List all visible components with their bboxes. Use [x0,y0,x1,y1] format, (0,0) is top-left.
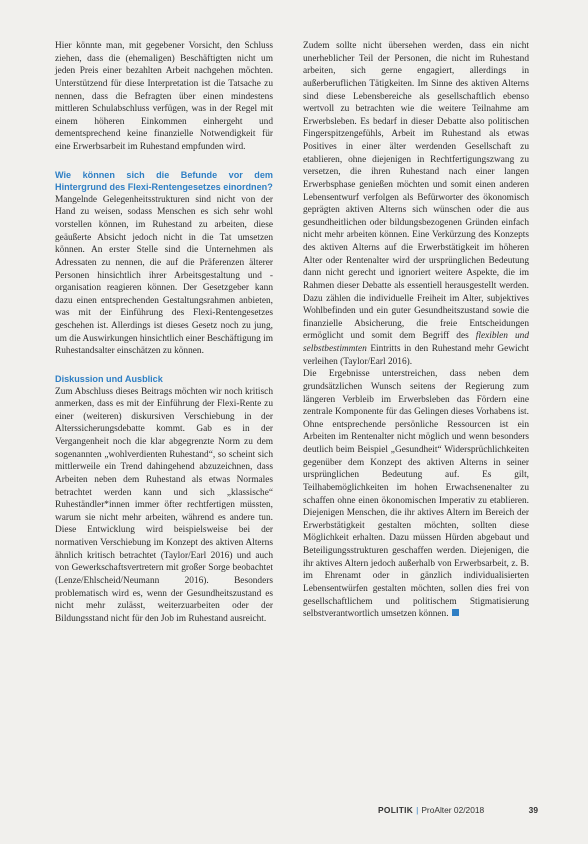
section-heading-diskussion: Diskussion und Ausblick [55,373,163,384]
paragraph-zudem [303,40,529,368]
right-column [303,40,529,621]
paragraph-intro: Hier könnte man, mit gegebener Vorsicht, den Schluss ziehen, dass die (ehemaligen) Beschäftigten nicht um jeden Preis einer bezahlten Arbeit nachgehen möchten. Unterstützend für diese Interpretation ist die Tatsache zu nennen, dass die Befragten über einen mindestens mittleren Schulabschluss verfügen, was in der Regel mit einem höheren Einkommen einhergeht und dementsprechend keine finanzielle Notwendigkeit für eine Erwerbsarbeit im Ruhestand empfunden wird. [55,41,273,152]
paragraph-ergebnisse [303,368,529,621]
paragraph-abschluss: Zum Abschluss dieses Beitrags möchten wir noch kritisch anmerken, dass es mit der Einführung der Flexi-Rente zu einer (weiteren) diskursiven Verschiebung in der Alterssicherungsdebatte kommt. Gab es in der Vergangenheit noch die klar abgegrenzte Norm zu dem sogenannten „wohlverdienten Ruhestand“, so scheint sich mittlerweile ein Trend dahingehend abzuzeichnen, dass Arbeiten neben dem Ruhestand als etwas Normales betrachtet werden kann und sich „klassische“ Ruheständler*innen immer öfter rechtfertigen müssten, warum sie nicht mehr arbeiten, während es andere tun. Diese Entwicklung wird beispielsweise bei der normativen Verschiebung im Konzept des aktiven Alterns ähnlich kritisch betrachtet (Taylor/Earl 2016) und auch von Gewerkschaftsvertretern mit großer Sorge beobachtet (Lenze/Ehlscheid/Neumann 2016). Besonders problematisch wird es, wenn der Gesundheitszustand es nicht mehr zulässt, weiterzuarbeiten oder der Bildungsstand nicht für den Job im Ruhestand ausreicht. [55,386,273,624]
footer-journal: ProAlter 02/2018 [421,805,485,815]
footer-separator: | [416,805,419,815]
emphasis-flexiblen: flexiblen und selbstbestimmten [303,331,529,354]
footer-section: POLITIK [378,805,414,815]
left-column [55,40,273,625]
paragraph-gelegenheitsstrukturen: Mangelnde Gelegenheitsstrukturen sind nicht von der Hand zu weisen, sodass Menschen es sich sehr wohl vorstellen können, im Ruhestand zu arbeiten, diese geäußerte Absicht jedoch nicht in die Tat umsetzen können. An erster Stelle sind die Unternehmen als Adressaten zu nennen, die auf die Präferenzen älterer Personen hinsichtlich ihrer Arbeitsgestaltung und -organisation reagieren können. Der Gesetzgeber kann dazu einen entsprechenden Gestaltungsrahmen anbieten, was mit der Einführung des Flexi-Rentengesetzes geschehen ist. Allerdings ist dieses Gesetz noch zu jung, um die Auswirkungen hinsichtlich einer Beschäftigung im Ruhestandsalter einschätzen zu können. [55,194,273,357]
paragraph-ergebnisse-text: Die Ergebnisse unterstreichen, dass neben dem grundsätzlichen Wunsch seitens der Regierung zum längeren Verbleib im Erwerbsleben das Fördern eine zentrale Komponente für das Gelingen dieses Vorhabens ist. Ohne entsprechende persönliche Ressourcen ist ein Arbeiten im Rentenalter nicht möglich und wenn besonders deutlich beim Beispiel „Gesundheit“ Widersprüchlichkeiten gegenüber dem Konzept des aktiven Alterns in seiner ursprünglichen Bedeutung auf. Es gilt, Teilhabemöglichkeiten im hohen Erwachsenenalter zu schaffen ohne einen ökonomischen Imperativ zu etablieren. Diejenigen Menschen, die ihr aktives Altern im Bereich der Erwerbstätigkeit gestalten möchten, sollten diese Möglichkeit erhalten. Dazu müssen Hürden abgebaut und Beteiligungsstrukturen geschaffen werden. Diejenigen, die ihr aktives Altern jedoch außerhalb von Erwerbsarbeit, z. B. im Ehrenamt oder in gänzlich individualisierten Lebensentwürfen gestalten möchten, sollen dies frei von gesellschaftlichem und politischem Stigmatisierung selbstverantwortlich umsetzen können. [303,369,529,620]
paragraph-zudem-text: Zudem sollte nicht übersehen werden, dass ein nicht unerheblicher Teil der Personen, die nicht im Ruhestand arbeiten, sich gerne engagiert, allerdings in außerberuflichen Tätigkeiten. Im Sinne des aktiven Alterns sind diese Lebensbereiche als gesellschaftlich ebenso wertvoll zu betrachten wie die weitere Teilnahme am Erwerbsleben. Es bedarf in dieser Debatte also politischen Fingerspitzengefühls, Arbeit im Ruhestand als etwas Positives in einer älter werdenden Gesellschaft zu etablieren, ohne diejenigen in Rechtfertigungszwang zu versetzen, die ihren Ruhestand nach einer langen Erwerbsphase genießen möchten und somit einen anderen Lebensentwurf verfolgen als Befürworter des ökonomisch geprägten aktiven Alterns sich wünschen oder die aus gesundheitlichen oder bildungsbezogenen Gründen einfach nicht mehr arbeiten können. Eine Verkürzung des Konzepts des aktiven Alterns auf die Erwerbstätigkeit im höheren Alter oder Rentenalter wird der ursprünglichen Bedeutung dann nicht gerecht und ignoriert weitere Aspekte, die im Rahmen dieser Debatte als essentiell herausgestellt werden. Dazu zählen die individuelle Freiheit im Alter, subjektives Wohlbefinden und ein guter Gesundheitszustand sowie die finanzielle Absicherung, die freie Entscheidungen ermöglicht und somit dem Begriff des [303,41,529,342]
paragraph-zudem-tail: Eintritts in den Ruhestand mehr Gewicht verleihen (Taylor/Earl 2016). [303,344,529,367]
section-heading-flexi-rente: Wie können sich die Befunde vor dem Hintergrund des Flexi-Rentengesetzes einordnen? [55,169,273,193]
page-footer [378,805,538,819]
end-mark-icon [452,609,459,616]
page-number: 39 [528,805,538,815]
